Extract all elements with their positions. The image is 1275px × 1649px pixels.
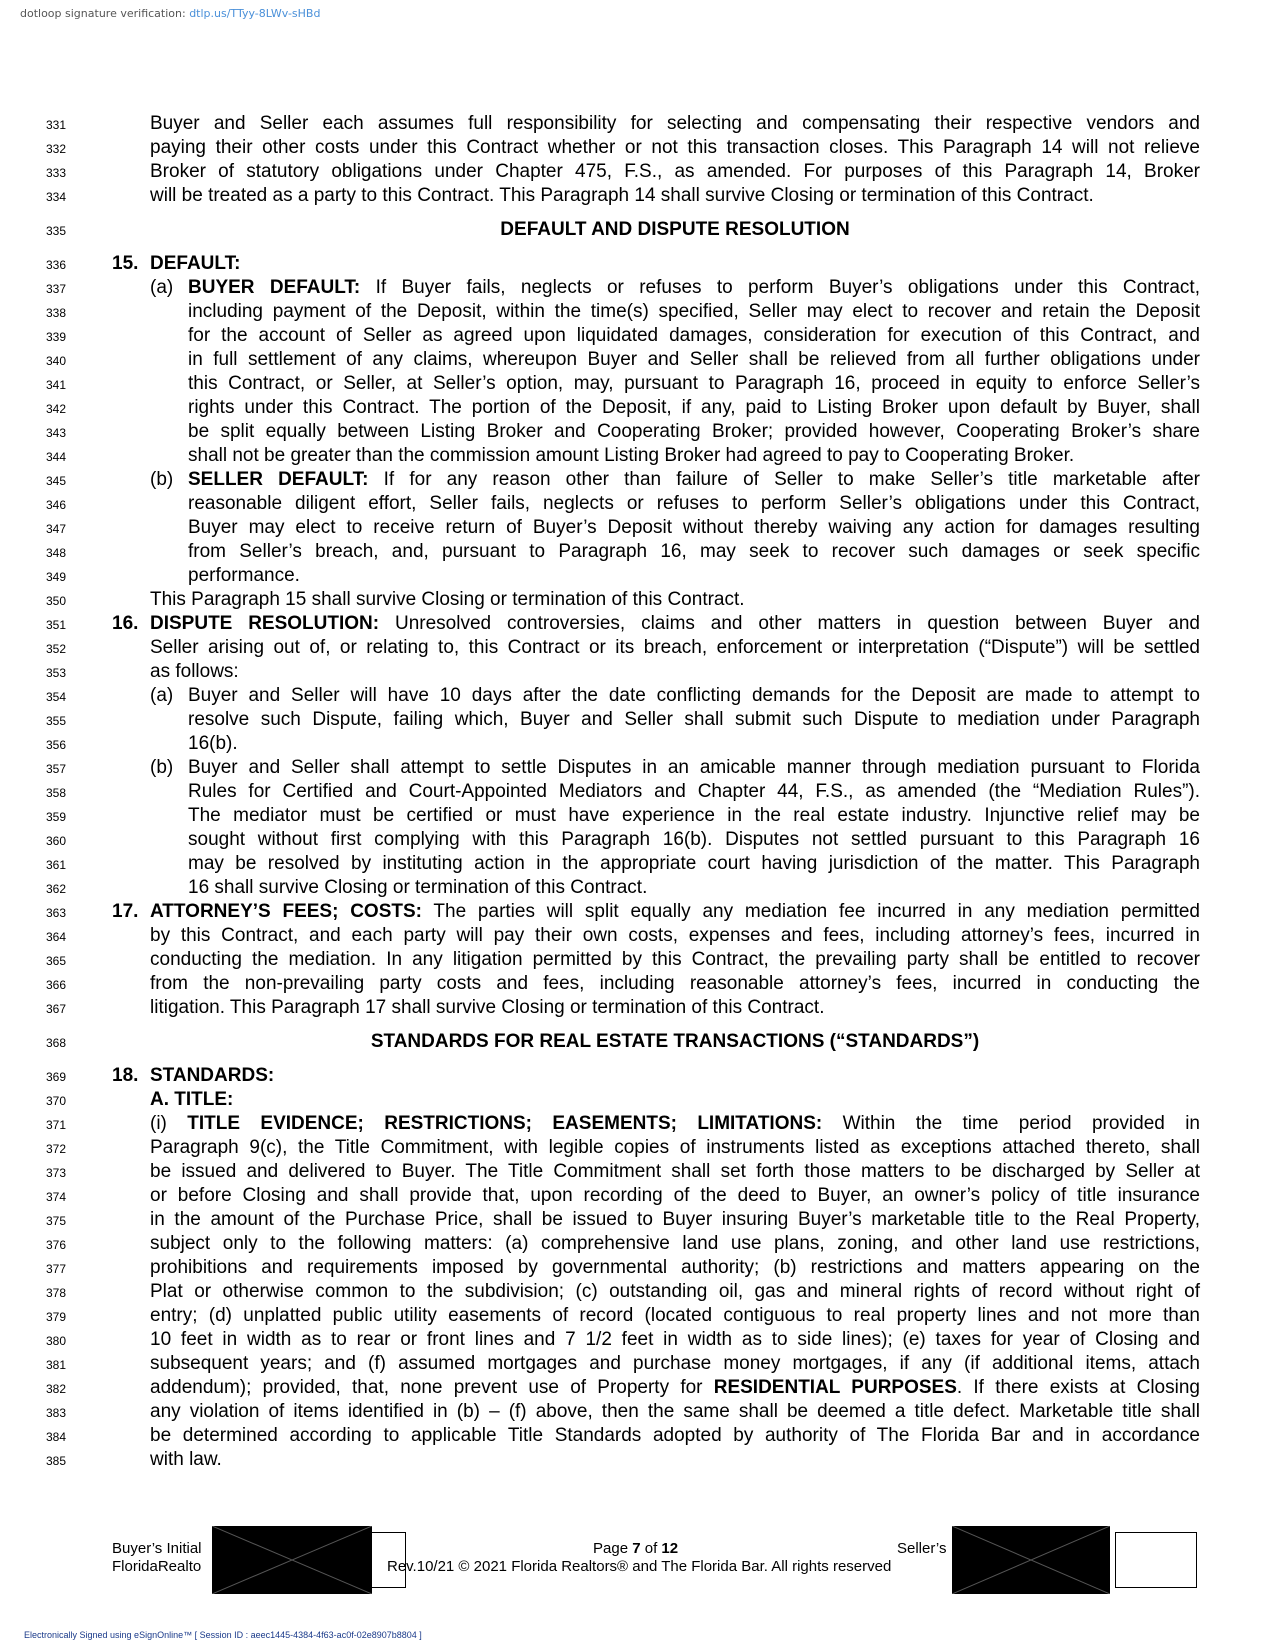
line-352 [0, 636, 1275, 660]
line-356 [0, 732, 1275, 756]
line-349 [0, 564, 1275, 588]
line-346 [0, 492, 1275, 516]
line-text: be determined according to applicable Title Standards adopted by authority of The Florida Bar and in accordance [150, 1425, 1200, 1446]
line-number: 362 [46, 882, 67, 896]
line-354 [0, 684, 1275, 708]
line-number: 385 [46, 1454, 67, 1468]
paragraph-text: Unresolved controversies, claims and other matters in question between Buyer and [379, 613, 1201, 634]
line-378 [0, 1280, 1275, 1304]
line-number: 384 [46, 1430, 67, 1444]
subsection-title: A. TITLE: [150, 1089, 234, 1110]
line-text: in full settlement of any claims, whereupon Buyer and Seller shall be relieved from all further obligations under [188, 349, 1200, 370]
section-heading: DEFAULT AND DISPUTE RESOLUTION [500, 219, 850, 240]
line-number: 356 [46, 738, 67, 752]
line-text [150, 1376, 1200, 1400]
page-of: of [644, 1540, 658, 1557]
line-number: 331 [46, 118, 67, 132]
line-text: entry; (d) unplatted public utility easements of record (located contiguous to real property lines and not more than [150, 1305, 1200, 1326]
line-text: resolve such Dispute, failing which, Buyer and Seller shall submit such Dispute to mediation under Paragraph [188, 709, 1200, 730]
line-text [112, 612, 1200, 636]
paragraph-heading [112, 252, 1200, 276]
line-number: 351 [46, 618, 67, 632]
paragraph-number: 15. [112, 253, 139, 274]
item-text: Within the time period provided in [822, 1113, 1200, 1134]
line-number: 336 [46, 258, 67, 272]
line-text: Seller arising out of, or relating to, this Contract or its breach, enforcement or interpretation (“Dispute”) will be settled [150, 637, 1200, 658]
line-number: 346 [46, 498, 67, 512]
paragraph-title: DEFAULT: [150, 253, 241, 274]
item-marker: (a) [150, 685, 174, 706]
redacted-seller-initials [952, 1526, 1110, 1594]
line-number: 350 [46, 594, 67, 608]
item-marker: (b) [150, 469, 174, 490]
paragraph-title: STANDARDS: [150, 1065, 275, 1086]
line-number: 372 [46, 1142, 67, 1156]
line-number: 340 [46, 354, 67, 368]
line-number: 364 [46, 930, 67, 944]
line-331 [0, 112, 1275, 136]
line-number: 332 [46, 142, 67, 156]
line-380 [0, 1328, 1275, 1352]
line-text: 16(b). [188, 733, 238, 754]
paragraph-number: 16. [112, 613, 139, 634]
line-number: 341 [46, 378, 67, 392]
line-343 [0, 420, 1275, 444]
line-number: 343 [46, 426, 67, 440]
section-heading: STANDARDS FOR REAL ESTATE TRANSACTIONS (“STANDARDS”) [370, 1031, 980, 1052]
line-number: 368 [46, 1036, 67, 1050]
line-362 [0, 876, 1275, 900]
line-number: 381 [46, 1358, 67, 1372]
line-364 [0, 924, 1275, 948]
item-title: TITLE EVIDENCE; RESTRICTIONS; EASEMENTS; LIMITATIONS: [187, 1113, 823, 1134]
line-number: 363 [46, 906, 67, 920]
line-345 [0, 468, 1275, 492]
line-text: be split equally between Listing Broker and Cooperating Broker; provided however, Cooperating Broker’s share [188, 421, 1200, 442]
page-number: 7 [632, 1540, 641, 1557]
line-number: 354 [46, 690, 67, 704]
paragraph-number: 17. [112, 901, 139, 922]
line-number: 378 [46, 1286, 67, 1300]
line-334 [0, 184, 1275, 208]
line-number: 360 [46, 834, 67, 848]
line-text: Rules for Certified and Court-Appointed Mediators and Chapter 44, F.S., as amended (the “Mediation Rules”). [188, 781, 1200, 802]
line-number: 379 [46, 1310, 67, 1324]
line-text: for the account of Seller as agreed upon liquidated damages, consideration for execution of this Contract, and [188, 325, 1200, 346]
line-text [150, 1112, 1200, 1136]
line-text: The mediator must be certified or must have experience in the real estate industry. Injunctive relief may be [188, 805, 1200, 826]
emphasis-text: RESIDENTIAL PURPOSES [713, 1377, 957, 1398]
line-number: 361 [46, 858, 67, 872]
line-338 [0, 300, 1275, 324]
line-355 [0, 708, 1275, 732]
line-number: 371 [46, 1118, 67, 1132]
line-341 [0, 372, 1275, 396]
line-text: subject only to the following matters: (a) comprehensive land use plans, zoning, and other land use restrictions, [150, 1233, 1200, 1254]
item-marker: (i) [150, 1113, 167, 1134]
line-number: 339 [46, 330, 67, 344]
page-footer [0, 1500, 1275, 1580]
line-text: 16 shall survive Closing or termination of this Contract. [188, 877, 648, 898]
line-number: 355 [46, 714, 67, 728]
floridarealtors-label: FloridaRealto [112, 1558, 202, 1575]
line-text [112, 900, 1200, 924]
paragraph-title: ATTORNEY’S FEES; COSTS: [150, 901, 422, 922]
line-text: 10 feet in width as to rear or front lines and 7 1/2 feet in width as to side lines); (e) taxes for year of Closing and [150, 1329, 1200, 1350]
verification-link[interactable]: dtlp.us/TTyy-8LWv-sHBd [189, 7, 321, 20]
item-title: BUYER DEFAULT: [188, 277, 361, 298]
copyright-text: Rev.10/21 © 2021 Florida Realtors® and The Florida Bar. All rights reserved [387, 1558, 892, 1575]
line-text: This Paragraph 15 shall survive Closing or termination of this Contract. [150, 589, 745, 610]
document-body [0, 112, 1275, 1472]
page-indicator [593, 1540, 678, 1558]
line-337 [0, 276, 1275, 300]
line-number: 338 [46, 306, 67, 320]
signature-verification [20, 7, 320, 20]
line-336 [0, 252, 1275, 276]
line-340 [0, 348, 1275, 372]
line-number: 383 [46, 1406, 67, 1420]
line-number: 358 [46, 786, 67, 800]
line-number: 349 [46, 570, 67, 584]
paragraph-text: The parties will split equally any mediation fee incurred in any mediation permitted [421, 901, 1200, 922]
text-part: . If there exists at Closing [956, 1377, 1200, 1398]
line-text: will be treated as a party to this Contract. This Paragraph 14 shall survive Closing or termination of this Contract. [150, 185, 1094, 206]
line-text [150, 684, 1200, 708]
line-text: Buyer may elect to receive return of Buyer’s Deposit without thereby waiving any action for damages resulting [188, 517, 1200, 538]
line-text: Buyer and Seller each assumes full responsibility for selecting and compensating their respective vendors and [150, 113, 1200, 134]
paragraph-number: 18. [112, 1065, 139, 1086]
line-373 [0, 1160, 1275, 1184]
line-333 [0, 160, 1275, 184]
paragraph-heading [112, 1064, 1200, 1088]
verification-label: dotloop signature verification: [20, 7, 186, 20]
line-number: 342 [46, 402, 67, 416]
line-text [150, 756, 1200, 780]
line-number: 344 [46, 450, 67, 464]
line-text: subsequent years; and (f) assumed mortgages and purchase money mortgages, if any (if additional items, attach [150, 1353, 1200, 1374]
line-363 [0, 900, 1275, 924]
line-number: 348 [46, 546, 67, 560]
line-number: 347 [46, 522, 67, 536]
line-number: 375 [46, 1214, 67, 1228]
line-number: 334 [46, 190, 67, 204]
line-361 [0, 852, 1275, 876]
line-339 [0, 324, 1275, 348]
line-368 [0, 1030, 1275, 1054]
line-text: any violation of items identified in (b) – (f) above, then the same shall be deemed a title defect. Marketable title shall [150, 1401, 1200, 1422]
line-372 [0, 1136, 1275, 1160]
line-number: 335 [46, 224, 67, 238]
line-351 [0, 612, 1275, 636]
line-367 [0, 996, 1275, 1020]
line-332 [0, 136, 1275, 160]
seller-initials-box[interactable] [1115, 1532, 1197, 1588]
line-377 [0, 1256, 1275, 1280]
esign-session-footer: Electronically Signed using eSignOnline™ [ Session ID : aeec1445-4384-4f63-ac0f-02e8907b8804 ] [24, 1630, 422, 1640]
item-marker: (a) [150, 277, 174, 298]
line-text: reasonable diligent effort, Seller fails, neglects or refuses to perform Seller’s obligations under this Contract, [188, 493, 1200, 514]
line-text: performance. [188, 565, 300, 586]
paragraph-title: DISPUTE RESOLUTION: [150, 613, 380, 634]
line-number: 333 [46, 166, 67, 180]
line-383 [0, 1400, 1275, 1424]
line-382 [0, 1376, 1275, 1400]
line-text: by this Contract, and each party will pay their own costs, expenses and fees, including attorney’s fees, incurred in [150, 925, 1200, 946]
line-366 [0, 972, 1275, 996]
line-385 [0, 1448, 1275, 1472]
line-number: 366 [46, 978, 67, 992]
line-371 [0, 1112, 1275, 1136]
line-number: 353 [46, 666, 67, 680]
line-text: from the non-prevailing party costs and fees, including reasonable attorney’s fees, incurred in conducting the [150, 973, 1200, 994]
line-353 [0, 660, 1275, 684]
line-text: sought without first complying with this Paragraph 16(b). Disputes not settled pursuant to this Paragraph 16 [188, 829, 1200, 850]
line-342 [0, 396, 1275, 420]
line-text: rights under this Contract. The portion of the Deposit, if any, paid to Listing Broker upon default by Buyer, shall [188, 397, 1200, 418]
item-title: SELLER DEFAULT: [188, 469, 369, 490]
item-text: Buyer and Seller shall attempt to settle Disputes in an amicable manner through mediation pursuant to Florida [188, 757, 1200, 778]
page-label: Page [593, 1540, 629, 1557]
line-text: or before Closing and shall provide that, upon recording of the deed to Buyer, an owner’s policy of title insurance [150, 1185, 1200, 1206]
line-number: 357 [46, 762, 67, 776]
line-text: prohibitions and requirements imposed by governmental authority; (b) restrictions and matters appearing on the [150, 1257, 1200, 1278]
line-350 [0, 588, 1275, 612]
line-358 [0, 780, 1275, 804]
line-text: including payment of the Deposit, within the time(s) specified, Seller may elect to recover and retain the Deposit [188, 301, 1200, 322]
redacted-buyer-initials [212, 1526, 372, 1594]
line-text: paying their other costs under this Contract whether or not this transaction closes. This Paragraph 14 will not relieve [150, 137, 1200, 158]
buyers-initials-label: Buyer’s Initial [112, 1540, 202, 1557]
line-number: 380 [46, 1334, 67, 1348]
line-357 [0, 756, 1275, 780]
line-number: 374 [46, 1190, 67, 1204]
line-number: 373 [46, 1166, 67, 1180]
line-text: Paragraph 9(c), the Title Commitment, with legible copies of instruments listed as exceptions attached thereto, shall [150, 1137, 1200, 1158]
line-text: litigation. This Paragraph 17 shall survive Closing or termination of this Contract. [150, 997, 825, 1018]
line-text: this Contract, or Seller, at Seller’s option, may, pursuant to Paragraph 16, proceed in equity to enforce Seller’s [188, 373, 1200, 394]
page-total: 12 [661, 1540, 679, 1557]
line-number: 365 [46, 954, 67, 968]
line-number: 382 [46, 1382, 67, 1396]
line-text: in the amount of the Purchase Price, shall be issued to Buyer insuring Buyer’s marketable title to the Real Property, [150, 1209, 1200, 1230]
line-text: be issued and delivered to Buyer. The Title Commitment shall set forth those matters to be discharged by Seller at [150, 1161, 1200, 1182]
line-text: conducting the mediation. In any litigation permitted by this Contract, the prevailing party shall be entitled to recover [150, 949, 1200, 970]
line-374 [0, 1184, 1275, 1208]
line-text [150, 276, 1200, 300]
line-number: 369 [46, 1070, 67, 1084]
line-347 [0, 516, 1275, 540]
item-text: If for any reason other than failure of Seller to make Seller’s title marketable after [368, 469, 1201, 490]
line-379 [0, 1304, 1275, 1328]
line-375 [0, 1208, 1275, 1232]
line-text: as follows: [150, 661, 239, 682]
item-text: Buyer and Seller will have 10 days after the date conflicting demands for the Deposit are made to attempt to [188, 685, 1200, 706]
line-text: Broker of statutory obligations under Chapter 475, F.S., as amended. For purposes of this Paragraph 14, Broker [150, 161, 1200, 182]
line-number: 367 [46, 1002, 67, 1016]
line-384 [0, 1424, 1275, 1448]
line-348 [0, 540, 1275, 564]
text-part: addendum); provided, that, none prevent use of Property for [150, 1377, 714, 1398]
item-marker: (b) [150, 757, 174, 778]
line-369 [0, 1064, 1275, 1088]
line-number: 345 [46, 474, 67, 488]
line-344 [0, 444, 1275, 468]
line-number: 370 [46, 1094, 67, 1108]
line-text: may be resolved by instituting action in the appropriate court having jurisdiction of the matter. This Paragraph [188, 853, 1200, 874]
line-365 [0, 948, 1275, 972]
line-text: from Seller’s breach, and, pursuant to Paragraph 16, may seek to recover such damages or seek specific [188, 541, 1200, 562]
line-381 [0, 1352, 1275, 1376]
line-text [150, 468, 1200, 492]
item-text: If Buyer fails, neglects or refuses to perform Buyer’s obligations under this Contract, [360, 277, 1200, 298]
line-370 [0, 1088, 1275, 1112]
line-360 [0, 828, 1275, 852]
line-number: 359 [46, 810, 67, 824]
line-text: Plat or otherwise common to the subdivision; (c) outstanding oil, gas and mineral rights of record without right of [150, 1281, 1200, 1302]
line-number: 376 [46, 1238, 67, 1252]
line-376 [0, 1232, 1275, 1256]
line-number: 352 [46, 642, 67, 656]
line-359 [0, 804, 1275, 828]
sellers-initials-label: Seller’s [897, 1540, 947, 1557]
line-text: with law. [150, 1449, 222, 1470]
line-number: 337 [46, 282, 67, 296]
line-number: 377 [46, 1262, 67, 1276]
line-335 [0, 218, 1275, 242]
line-text: shall not be greater than the commission amount Listing Broker had agreed to pay to Cooperating Broker. [188, 445, 1075, 466]
